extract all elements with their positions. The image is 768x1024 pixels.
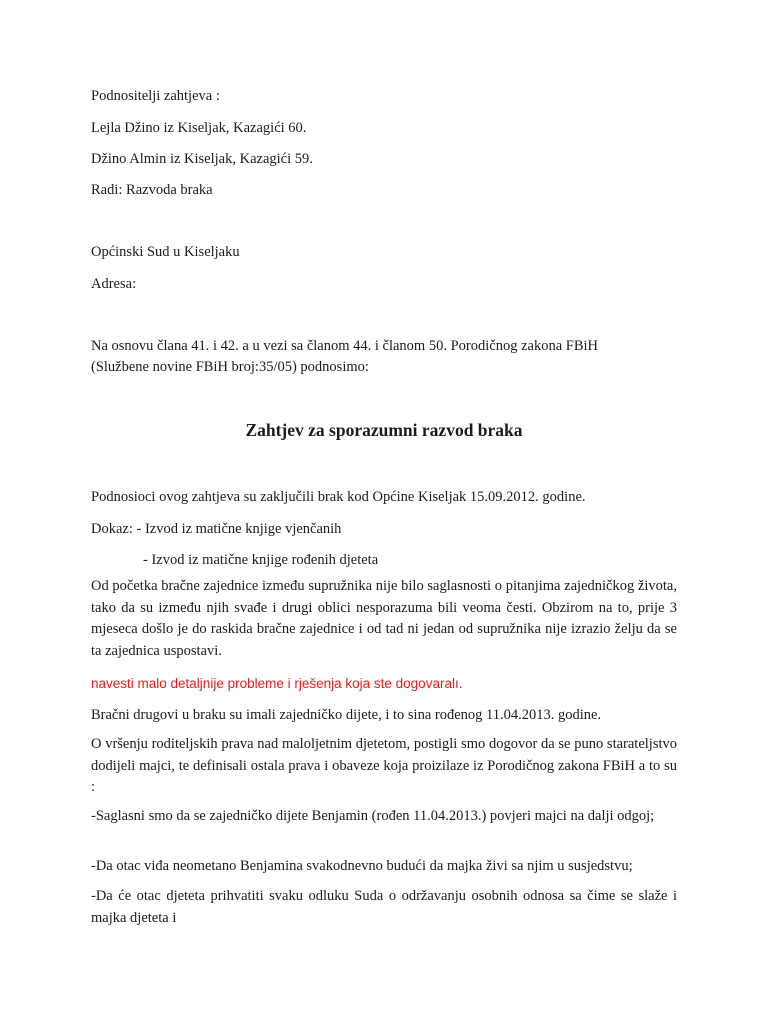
agreement-item-1: -Saglasni smo da se zajedničko dijete Benjamin (rođen 11.04.2013.) povjeri majci na dalji odgoj; xyxy=(91,808,655,824)
evidence-2: - Izvod iz matične knjige rođenih djeteta xyxy=(143,552,379,568)
subject-line: Radi: Razvoda braka xyxy=(91,182,213,198)
paragraph-custody: O vršenju roditeljskih prava nad maloljetnim djetetom, postigli smo dogovor da se puno starateljstvo dodijeli majci, te definisali ostala prava i obaveze koja proizilaze iz Porodičnog zakona FBiH a to su : xyxy=(91,736,677,795)
intro-line-1: Na osnovu člana 41. i 42. a u vezi sa članom 44. i članom 50. Porodičnog zakona FBiH xyxy=(91,338,598,354)
red-note: navesti malo detaljnije probleme i rješenja koja ste dogovaralı. xyxy=(91,676,463,691)
child-statement: Bračni drugovi u braku su imali zajedničko dijete, i to sina rođenog 11.04.2013. godine. xyxy=(91,707,602,723)
marriage-statement: Podnosioci ovog zahtjeva su zaključili brak kod Općine Kiseljak 15.09.2012. godine. xyxy=(91,489,586,505)
applicant-1: Lejla Džino iz Kiseljak, Kazagići 60. xyxy=(91,120,307,136)
applicant-2: Džino Almin iz Kiseljak, Kazagići 59. xyxy=(91,151,313,167)
paragraph-relationship: Od početka bračne zajednice između supružnika nije bilo saglasnosti o pitanjima zajedničkog života, tako da su između njih svađe i drugi oblici nesporazuma bili veoma česti. Obzirom na to, prije 3 mjeseca došlo je do raskida bračne zajednice i od tad ni jedan od supružnika nije izrazio želju da se ta zajednica uspostavi. xyxy=(91,578,677,659)
intro-line-2: (Službene novine FBiH broj:35/05) podnosimo: xyxy=(91,359,369,375)
agreement-item-2: -Da otac viđa neometano Benjamina svakodnevno budući da majka živi sa njim u susjedstvu; xyxy=(91,858,633,874)
agreement-item-3: -Da će otac djeteta prihvatiti svaku odluku Suda o održavanju osobnih odnosa sa čime se slaže i majka djeteta i xyxy=(91,888,677,926)
evidence-1: Dokaz: - Izvod iz matične knjige vjenčanih xyxy=(91,521,342,537)
address-label: Adresa: xyxy=(91,276,137,292)
applicants-label: Podnositelji zahtjeva : xyxy=(91,88,220,104)
court-name: Općinski Sud u Kiseljaku xyxy=(91,244,240,260)
document-title: Zahtjev za sporazumni razvod braka xyxy=(245,420,523,440)
